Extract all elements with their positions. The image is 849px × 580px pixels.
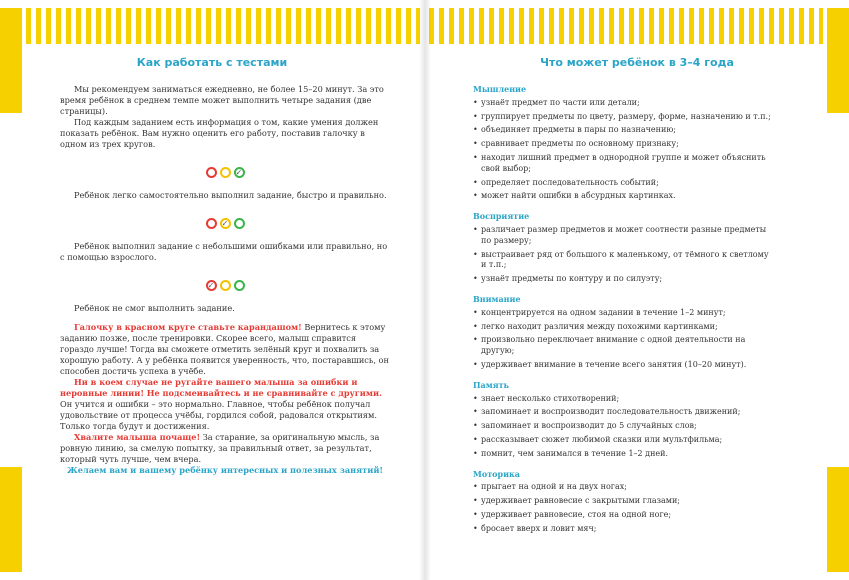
list-item: • узнаёт предмет по части или детали; (473, 98, 773, 109)
red-highlight-1: Галочку в красном круге ставьте карандашом! (74, 322, 302, 332)
yellow-circle-check-icon: ✓ (220, 218, 231, 229)
list-item: • прыгает на одной и на двух ногах; (473, 482, 773, 493)
section-title: Внимание (473, 293, 521, 304)
list-item: • знает несколько стихотворений; (473, 394, 773, 405)
page-title-left: Как работать с тестами (136, 56, 288, 69)
rating-green-text: Ребёнок легко самостоятельно выполнил задание, быстро и правильно. (74, 190, 387, 200)
page-title-right: Что может ребёнок в 3–4 года (540, 56, 734, 69)
yellow-circle-icon (220, 167, 231, 178)
rating-circles-green (60, 167, 390, 178)
section-perception (473, 211, 773, 285)
skill-list (473, 225, 773, 285)
list-item: • концентрируется на одном задании в течение 1–2 минут; (473, 308, 773, 319)
list-item: • сравнивает предметы по основному признаку; (473, 139, 773, 150)
left-page (0, 0, 424, 580)
list-item: • узнаёт предметы по контуру и по силуэту; (473, 274, 773, 285)
list-item: • удерживает равновесие, стоя на одной ноге; (473, 510, 773, 521)
intro-paragraph: Мы рекомендуем заниматься ежедневно, не более 15–20 минут. За это время ребёнок в среднем темпе может выполнить четыре задания (две страницы). (60, 84, 384, 116)
green-circle-icon (234, 280, 245, 291)
list-item: • помнит, чем занимался в течение 1–2 дней. (473, 449, 773, 460)
rating-red-text: Ребёнок не смог выполнить задание. (74, 303, 235, 313)
red-circle-icon (206, 218, 217, 229)
list-item: • объединяет предметы в пары по назначению; (473, 125, 773, 136)
advice-paragraph-1: Галочку в красном круге ставьте карандашом! Вернитесь к этому заданию позже, после тренировки. Скорее всего, малыш справится гораздо лучше! Тогда вы сможете отметить зелёный круг и похвалить за хорошую работу. А у ребёнка появится уверенность, что, постаравшись, он способен достичь успеха в учёбе. (60, 322, 389, 376)
list-item: • запоминает и воспроизводит последовательность движений; (473, 407, 773, 418)
list-item: • бросает вверх и ловит мяч; (473, 524, 773, 535)
section-title: Моторика (473, 468, 520, 479)
section-title: Память (473, 379, 509, 390)
skills-content (473, 84, 773, 544)
list-item: • удерживает внимание в течение всего занятия (10–20 минут). (473, 360, 773, 371)
yellow-side-bar-bottom (827, 467, 849, 572)
list-item: • группирует предметы по цвету, размеру, форме, назначению и т.п.; (473, 112, 773, 123)
green-circle-icon (234, 218, 245, 229)
red-highlight-2: Ни в коем случае не ругайте вашего малыша за ошибки и неровные линии! Не подсмеивайтесь и не сравнивайте с другими. (60, 377, 382, 398)
rating-circles-yellow (60, 218, 390, 229)
green-circle-check-icon: ✓ (234, 167, 245, 178)
list-item: • выстраивает ряд от большого к маленькому, от тёмного к светлому и т.п.; (473, 250, 773, 272)
instruction-paragraph: Под каждым заданием есть информация о том, какие умения должен показать ребёнок. Вам нужно оценить его работу, поставив галочку в одном из трех кругов. (60, 117, 379, 149)
rating-circles-red (60, 280, 390, 291)
rating-yellow-text: Ребёнок выполнил задание с небольшими ошибками или правильно, но с помощью взрослого. (60, 241, 388, 262)
list-item: • удерживает равновесие с закрытыми глазами; (473, 496, 773, 507)
skill-list (473, 98, 773, 202)
decorative-stripes (429, 8, 823, 44)
red-circle-icon (206, 167, 217, 178)
list-item: • произвольно переключает внимание с одной деятельности на другую; (473, 335, 773, 357)
section-thinking (473, 84, 773, 202)
skill-list (473, 308, 773, 371)
section-motor-skills (473, 469, 773, 535)
wish-text: Желаем вам и вашему ребёнку интересных и полезных занятий! (67, 465, 383, 475)
list-item: • различает размер предметов и может соотнести разные предметы по размеру; (473, 225, 773, 247)
list-item: • рассказывает сюжет любимой сказки или мультфильма; (473, 435, 773, 446)
red-circle-check-icon: ✓ (206, 280, 217, 291)
section-attention (473, 294, 773, 371)
yellow-circle-icon (220, 280, 231, 291)
skill-list (473, 394, 773, 460)
skill-list (473, 482, 773, 534)
right-page (425, 0, 849, 580)
book-spine-shadow (419, 0, 431, 580)
list-item: • может найти ошибки в абсурдных картинках. (473, 191, 773, 202)
list-item: • определяет последовательность событий; (473, 178, 773, 189)
list-item: • легко находит различия между похожими картинками; (473, 322, 773, 333)
section-memory (473, 380, 773, 460)
section-title: Мышление (473, 84, 527, 94)
list-item: • находит лишний предмет в однородной группе и может объяснить свой выбор; (473, 153, 773, 175)
red-highlight-3: Хвалите малыша почаще! (74, 432, 201, 442)
advice-paragraph-3: Хвалите малыша почаще! За старание, за оригинальную мысль, за ровную линию, за смелую попытку, за правильный ответ, за результат, который чуть лучше, чем вчера. (60, 432, 380, 464)
list-item: • запоминает и воспроизводит до 5 случайных слов; (473, 421, 773, 432)
section-title: Восприятие (473, 211, 530, 222)
decorative-stripes (26, 8, 420, 44)
left-content (60, 84, 390, 476)
yellow-side-bar-bottom (0, 467, 22, 572)
advice-paragraph-2: Ни в коем случае не ругайте вашего малыша за ошибки и неровные линии! Не подсмеивайтесь и не сравнивайте с другими. Он учится и ошибки – это нормально. Главное, чтобы ребёнок получал удовольствие от процесса учёбы, гордился собой, радовался открытиям. Только тогда будут и достижения. (60, 377, 382, 431)
